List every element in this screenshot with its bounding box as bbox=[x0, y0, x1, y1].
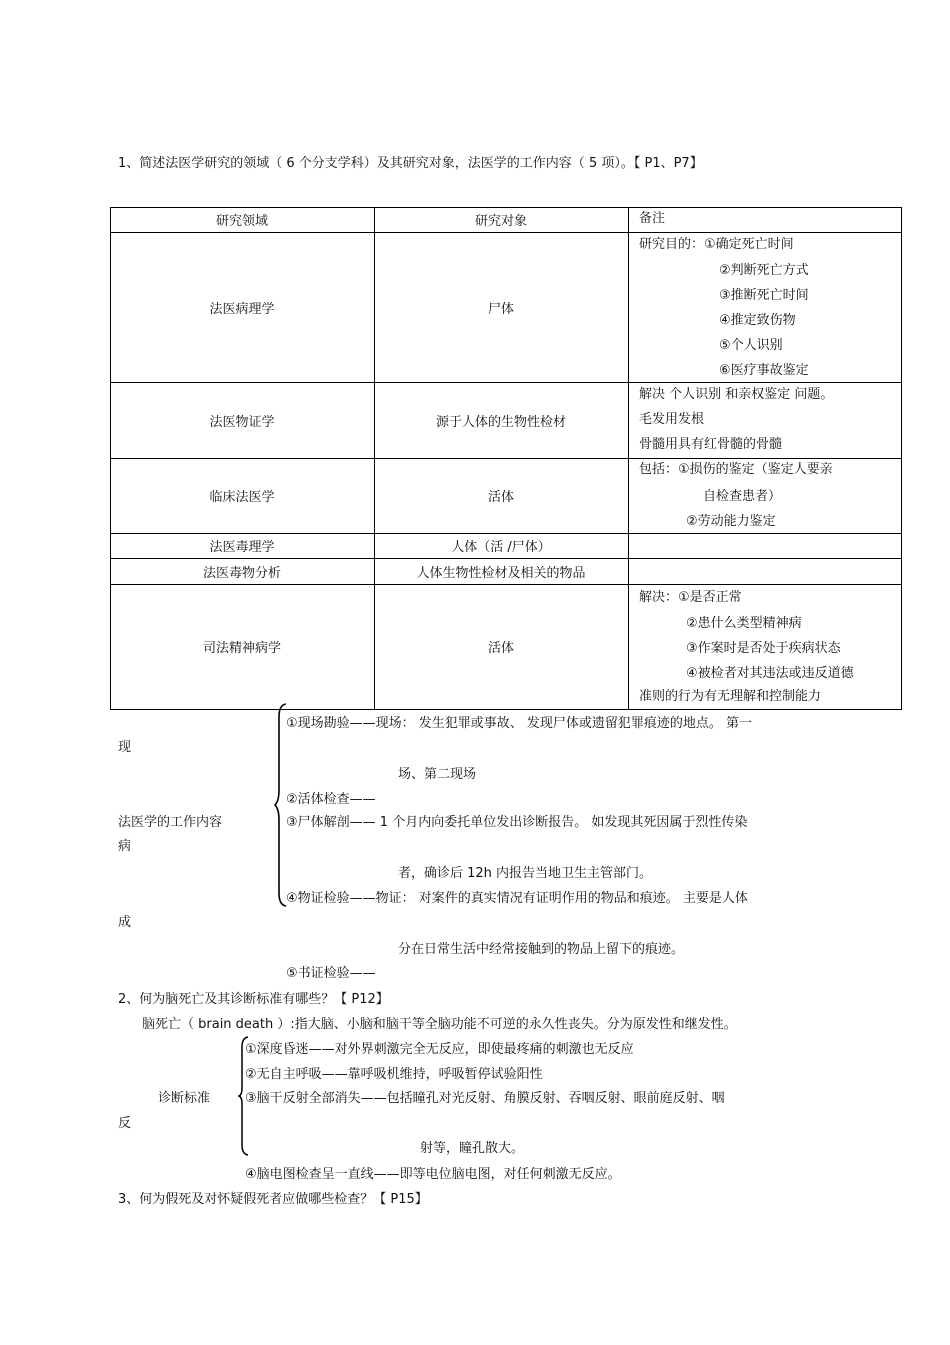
row-field: 法医毒物分析 bbox=[202, 565, 281, 581]
row-note: 自检查患者） bbox=[703, 489, 782, 504]
header-object: 研究对象 bbox=[474, 214, 527, 229]
work-item: 成 bbox=[118, 915, 132, 930]
q3-heading: 3、何为假死及对怀疑假死者应做哪些检查？【 P15】 bbox=[118, 1192, 428, 1207]
row-object: 活体 bbox=[487, 490, 514, 505]
row-note: 骨髓用具有红骨髓的骨髓 bbox=[639, 437, 783, 452]
row-note: ⑤个人识别 bbox=[719, 338, 783, 353]
work-item: 分在日常生活中经常接触到的物品上留下的痕迹。 bbox=[398, 942, 685, 957]
row-object: 尸体 bbox=[487, 301, 514, 317]
row-field: 法医病理学 bbox=[209, 301, 275, 317]
work-item: 现 bbox=[118, 740, 132, 755]
q2-definition: 脑死亡（ brain death ）:指大脑、小脑和脑干等全脑功能不可逆的永久性丧失。分为原发性和继发性。 bbox=[142, 1017, 737, 1032]
header-notes: 备注 bbox=[639, 211, 666, 226]
work-item: ③尸体解剖—— 1 个月内向委托单位发出诊断报告。 如发现其死因属于烈性传染 bbox=[286, 815, 748, 830]
row-note: ②患什么类型精神病 bbox=[686, 616, 802, 631]
row-object: 活体 bbox=[487, 641, 514, 656]
criteria-item: 反 bbox=[118, 1116, 132, 1131]
row-note: ②劳动能力鉴定 bbox=[686, 514, 776, 529]
row-note: 毛发用发根 bbox=[639, 412, 705, 427]
header-field: 研究领域 bbox=[215, 214, 268, 229]
row-note: 准则的行为有无理解和控制能力 bbox=[639, 689, 822, 704]
row-object: 源于人体的生物性检材 bbox=[435, 414, 566, 430]
row-note: 解决：①是否正常 bbox=[639, 590, 742, 605]
criteria-item: ①深度昏迷——对外界刺激完全无反应，即使最疼痛的刺激也无反应 bbox=[245, 1042, 634, 1057]
row-field: 法医物证学 bbox=[209, 414, 275, 430]
row-field: 法医毒理学 bbox=[209, 540, 275, 555]
row-note: ⑥医疗事故鉴定 bbox=[719, 363, 809, 378]
row-object: 人体（活 /尸体） bbox=[451, 540, 551, 555]
criteria-item: ③脑干反射全部消失——包括瞳孔对光反射、角膜反射、吞咽反射、眼前庭反射、咽 bbox=[245, 1091, 725, 1106]
criteria-item: 射等，瞳孔散大。 bbox=[420, 1141, 525, 1156]
work-item: 病 bbox=[118, 839, 132, 854]
row-note: ④被检者对其违法或违反道德 bbox=[686, 666, 854, 681]
q1-heading: 1、简述法医学研究的领域（ 6 个分支学科）及其研究对象，法医学的工作内容（ 5 项）。【 P1、P7】 bbox=[118, 156, 703, 171]
row-note: 包括：①损伤的鉴定（鉴定人要亲 bbox=[639, 462, 833, 477]
row-field: 司法精神病学 bbox=[202, 641, 281, 656]
row-note: ③推断死亡时间 bbox=[719, 288, 809, 303]
work-item: ⑤书证检验—— bbox=[286, 966, 376, 981]
work-item: ①现场勘验——现场： 发生犯罪或事故、 发现尸体或遗留犯罪痕迹的地点。 第一 bbox=[286, 716, 753, 731]
row-note: ④推定致伤物 bbox=[719, 313, 796, 328]
criteria-label: 诊断标准 bbox=[158, 1091, 211, 1106]
row-note: ②判断死亡方式 bbox=[719, 263, 809, 278]
criteria-item: ④脑电图检查呈一直线——即等电位脑电图，对任何刺激无反应。 bbox=[245, 1167, 621, 1182]
criteria-item: ②无自主呼吸——靠呼吸机维持，呼吸暂停试验阳性 bbox=[245, 1067, 543, 1082]
work-item: 者，确诊后 12h 内报告当地卫生主管部门。 bbox=[398, 866, 653, 881]
row-object: 人体生物性检材及相关的物品 bbox=[416, 565, 586, 581]
row-note: ③作案时是否处于疾病状态 bbox=[686, 641, 841, 656]
row-note: 解决 个人识别 和亲权鉴定 问题。 bbox=[639, 387, 834, 402]
work-item: ②活体检查—— bbox=[286, 792, 376, 807]
work-item: ④物证检验——物证： 对案件的真实情况有证明作用的物品和痕迹。 主要是人体 bbox=[286, 891, 748, 906]
work-item: 场、第二现场 bbox=[398, 767, 477, 782]
work-label: 法医学的工作内容 bbox=[118, 815, 223, 830]
row-note: 研究目的：①确定死亡时间 bbox=[639, 237, 794, 252]
q2-heading: 2、何为脑死亡及其诊断标准有哪些？【 P12】 bbox=[118, 992, 389, 1007]
row-field: 临床法医学 bbox=[209, 490, 275, 505]
